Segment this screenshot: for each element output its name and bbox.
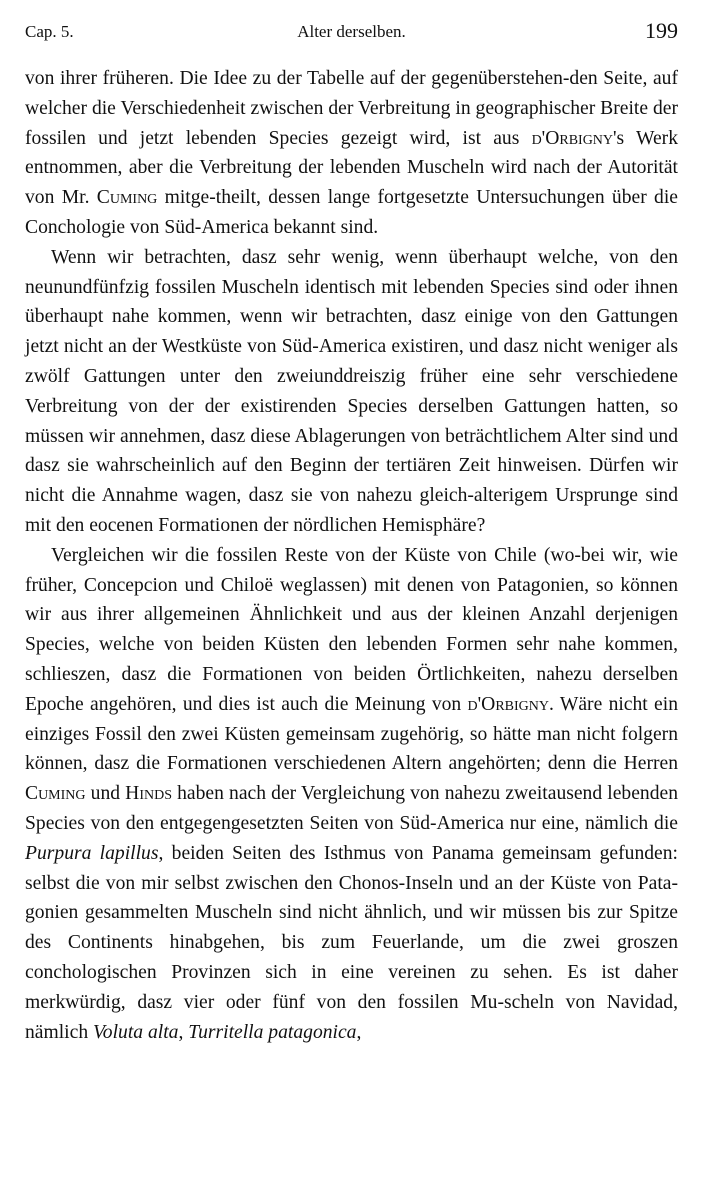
text-segment: , <box>178 1021 189 1043</box>
body-text <box>25 64 678 1047</box>
author-name-cuming: Cuming <box>96 187 158 209</box>
species-name: Turritella patagonica <box>188 1021 357 1043</box>
text-segment: haben nach der Vergleichung von nahezu zweitausend lebenden Species von den entgegengesetzten Seiten von Süd-America nur eine, nämlich die <box>25 783 679 834</box>
chapter-label: Cap. 5. <box>25 22 74 41</box>
text-segment: und <box>85 783 126 805</box>
author-name-dorbigny: d'Orbigny <box>467 693 549 715</box>
text-segment: mitge-theilt, dessen lange fortgesetzte Untersuchungen über die Conchologie von Süd-America bekannt sind. <box>25 187 678 238</box>
author-name-hinds: Hinds <box>125 783 172 805</box>
running-title: Alter derselben. <box>297 22 406 41</box>
species-name: Voluta alta <box>93 1021 179 1043</box>
text-segment: , beiden Seiten des Isthmus von Panama gemeinsam gefunden: selbst die von mir selbst zwischen den Chonos-Inseln und an der Küste von Pata-gonien gesammelten Muscheln sind nicht ähnlich, und wir müssen bis zur Spitze des Continents hinabgehen, bis zum Feuerlande, um die zwei groszen conchologischen Provinzen sich in eine vereinen zu sehen. Es ist daher merkwürdig, dasz vier oder fünf von den fossilen Mu-scheln von Navidad, nämlich <box>25 842 678 1043</box>
text-segment: Vergleichen wir die fossilen Reste von der Küste von Chile (wo-bei wir, wie früher, Concepcion und Chiloë weglassen) mit denen von Patagonien, so können wir aus ihrer allgemeinen Ähnlichkeit und aus der kleinen Anzahl derjenigen Species, welche von beiden Küsten den lebenden Formen sehr nahe kommen, schlieszen, dasz die Formationen von beiden Örtlichkeiten, nahezu derselben Epoche angehören, und dies ist auch die Meinung von <box>25 544 678 715</box>
page-number: 199 <box>645 18 678 43</box>
paragraph-2 <box>25 243 678 541</box>
text-segment: , <box>356 1021 362 1043</box>
text-segment: Wenn wir betrachten, dasz sehr wenig, wenn überhaupt welche, von den neunundfünfzig fossilen Muscheln identisch mit lebenden Species sind oder ihnen überhaupt nahe kommen, wenn wir betrachten, dasz einige von den Gattungen jetzt nicht an der Westküste von Süd-America existiren, und dasz nicht weniger als zwölf Gattungen unter den zweiunddreiszig früher eine sehr verschiedene Verbreitung von der der existirenden Species derselben Gattungen hatten, so müssen wir annehmen, dasz diese Ablagerungen von beträchtlichem Alter sind und dasz sie wahrscheinlich auf den Beginn der tertiären Zeit hinweisen. Dürfen wir nicht die Annahme wagen, dasz sie von nahezu gleich-alterigem Ursprunge sind mit den eocenen Formationen der nördlichen Hemisphäre? <box>25 246 678 536</box>
text-segment: . Wäre nicht ein einziges Fossil den zwei Küsten gemeinsam zugehörig, so hätte man nicht folgern können, dasz die Formationen verschiedenen Altern angehörten; denn die Herren <box>25 693 678 775</box>
running-header <box>25 18 678 48</box>
text-segment: von ihrer früheren. Die Idee zu der Tabelle auf der gegenüberstehen-den Seite, auf welcher die Verschiedenheit zwischen der Verbreitung in geographischer Breite der fossilen und jetzt lebenden Species gezeigt wird, ist aus <box>25 68 678 149</box>
text-segment: 's Werk entnommen, aber die Verbreitung der lebenden Muscheln wird nach der Autorität von Mr. <box>25 127 678 209</box>
paragraph-3 <box>25 541 678 1048</box>
paragraph-1 <box>25 64 678 243</box>
author-name-cuming: Cuming <box>25 783 86 805</box>
author-name-dorbigny: d'Orbigny <box>531 127 614 149</box>
species-name: Purpura lapillus <box>25 842 159 864</box>
